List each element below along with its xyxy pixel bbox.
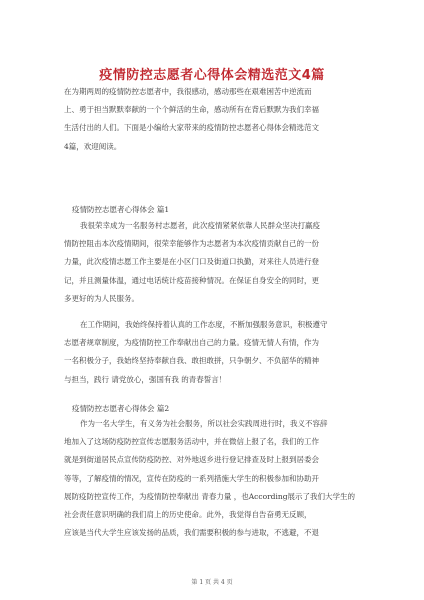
text-line: 应该是当代大学生应该发扬的品质，我们需要积极的参与进取，不逃避，不退 [64, 528, 319, 538]
page-title: 疫情防控志愿者心得体会精选范文4篇 [99, 68, 325, 83]
text-line: 志愿者规章制度，为疫情防控工作奉献出自己的力量。疫情无情人有情，作为 [64, 338, 319, 348]
text-line: 情防控阻击本次疫情期间，很荣幸能够作为志愿者为本次疫情贡献自己的一份 [64, 239, 319, 249]
text-line: 在为期两周的疫情防控志愿者中，我很感动，感动那些在艰难困苦中逆流而 [64, 87, 312, 96]
page-number-footer: 第 1 页 共 4 页 [191, 579, 233, 586]
text-line: 社会责任意识明确的我们肩上的历史使命。此外，我觉得自告奋勇无反顾， [64, 510, 312, 520]
text-line: 生活付出的人们。下面是小编给大家带来的疫情防控志愿者心得体会精选范文 [64, 123, 319, 133]
text-line: 力量，此次疫情志愿工作主要是在小区门口及街道口执勤，对来往人员进行登 [64, 257, 319, 267]
text-line: 多更好的为人民服务。 [64, 293, 139, 303]
intro-paragraph [64, 83, 364, 156]
text-line: 等等，了解疫情的情况，宣传在防疫的一系列措施大学生的积极参加和协助开 [64, 473, 319, 483]
text-line: 在工作期间，我始终保持着认真的工作态度，不断加强服务意识，积极遵守 [80, 320, 328, 329]
text-line: 展防疫防控宣传工作，为疫情防控奉献出 青春力量 ，也According展示了我们大学生的 [64, 491, 356, 501]
section2-paragraph-1 [64, 415, 364, 542]
text-line: 与担当，践行 请党放心，强国有我 的青春誓言！ [64, 374, 227, 384]
text-line: 地加入了这场防疫防控宣传志愿服务活动中，并在微信上报了名，我们的工作 [64, 437, 319, 447]
text-line: 上、勇于担当默默奉献的一个个鲜活的生命，感动所有在背后默默为我们幸福 [64, 105, 319, 115]
section1-paragraph-2 [64, 316, 364, 389]
text-line: 我很荣幸成为一名服务村志愿者，此次疫情紧紧依靠人民群众坚决打赢疫 [80, 221, 320, 230]
text-line: 一名积极分子，我始终坚持奉献自我、敢担敢拼，只争朝夕、不负韶华的精神 [64, 356, 319, 366]
section-heading-2: 疫情防控志愿者心得体会 篇2 [72, 404, 170, 413]
text-line: 记，并且测量体温，通过电话统计疫苗接种情况。在保证自身安全的同时，更 [64, 275, 319, 285]
text-line: 就是到街道居民点宣传防疫防控、对外地返乡进行登记排查及时上报到居委会 [64, 455, 319, 465]
text-line: 作为一名大学生，有义务为社会服务，所以社会实践周进行时，我义不容辞 [80, 419, 328, 428]
section1-paragraph-1 [64, 217, 364, 308]
text-line: 4篇，欢迎阅读。 [64, 141, 122, 151]
section-heading-1: 疫情防控志愿者心得体会 篇1 [72, 205, 170, 214]
